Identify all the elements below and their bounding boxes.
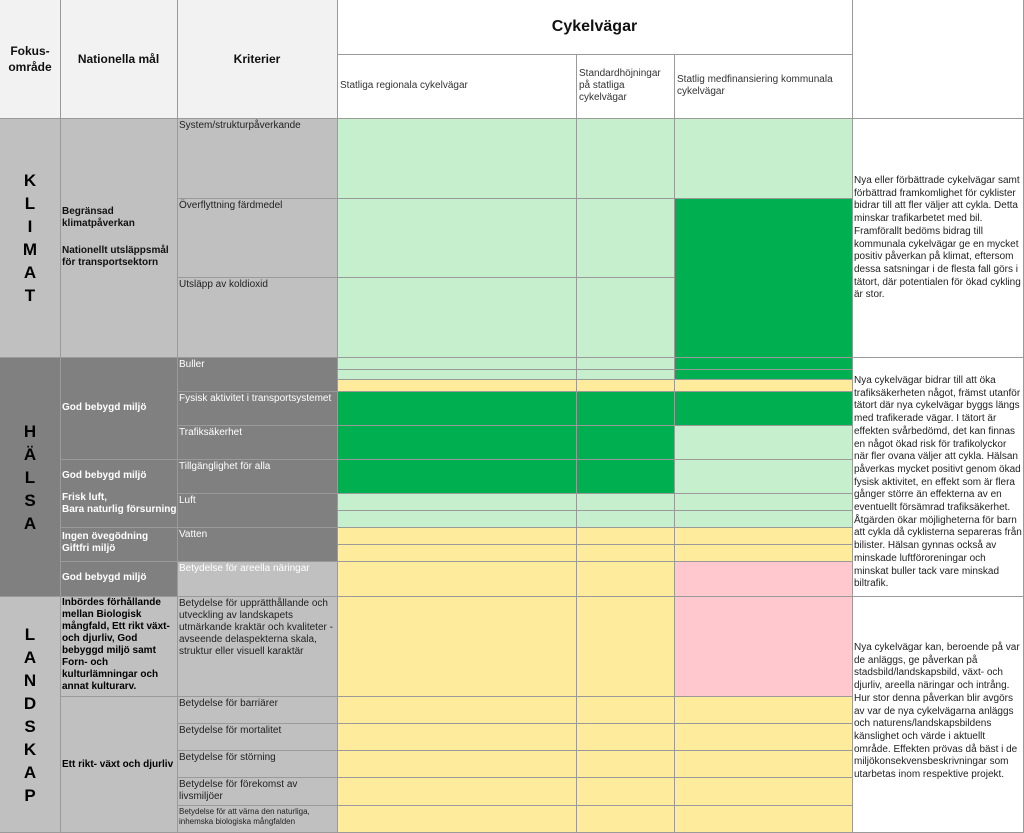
matrix-cell: [674, 459, 852, 493]
column-header-municipal: [674, 54, 852, 118]
matrix-cell: [674, 198, 852, 379]
matrix-cell: [674, 391, 852, 425]
criterion-klimat-2: Överflyttning färdmedel: [179, 200, 283, 211]
matrix-cell: [337, 425, 576, 459]
header-focus-area-label: Fokus-område: [8, 44, 52, 74]
focus-letter: I: [27, 217, 33, 236]
grid-line: [337, 425, 852, 426]
comment-halsa: Nya cykelvägar bidrar till att öka trafiksäkerheten något, främst utanför tätort där nya cykelvägar byggs längs med trafikerade vägar. I tätort är effekten svårbedömd, det kan finnas en något ökad risk för trafikolyckor när fler ovana väljer att cykla. Hälsan påverkas mycket positivt genom ökad fysisk aktivitet, en effekt som är flera gånger större än effekterna av en eventuellt försämrad trafiksäkerhet. Åtgärden ökar möjligheterna för barn att cykla då cyklisterna separeras från bilister. Hälsan gynnas också av minskade luftföroreningar och minskat buller tack vare minskad biltrafik.: [854, 375, 1022, 590]
criterion-landskap-3: Betydelse för mortalitet: [179, 725, 282, 736]
criterion-klimat-1: System/strukturpåverkande: [179, 120, 301, 131]
criterion-halsa-5: Luft: [179, 495, 196, 506]
column-header-standard: [576, 54, 674, 118]
header-national-goals-label: Nationella mål: [77, 52, 160, 66]
focus-letter: A: [23, 513, 37, 533]
matrix-cell: [674, 118, 852, 198]
grid-line: [177, 561, 337, 562]
matrix-cell: [337, 357, 576, 379]
criterion-halsa-7: Betydelse för areella näringar: [179, 563, 310, 574]
grid-line: [337, 459, 852, 460]
grid-line: [576, 54, 577, 833]
focus-letter: L: [24, 194, 36, 213]
column-header-regional: [337, 54, 576, 118]
header-national-goals: [60, 0, 177, 118]
header-criteria: [177, 0, 337, 118]
focus-halsa: [0, 418, 60, 536]
matrix-cell: [674, 696, 852, 833]
grid-line: [0, 596, 1024, 597]
matrix-cell: [337, 561, 576, 596]
grid-line: [177, 696, 852, 697]
comment-landskap: Nya cykelvägar kan, beroende på var de anläggs, ge påverkan på stadsbild/landskapsbild, växt- och djurliv, areella näringar och intrång. Hur stor denna påverkan blir avgörs av var de nya cykelvägarna anläggs och naturens/landskapsbildens känslighet och värde i aktuellt område. Effekten prövas då bäst i de miljökonsekvensbeskrivningar som utarbetas inom respektive projekt.: [854, 642, 1020, 781]
focus-letter: D: [23, 694, 37, 713]
focus-letter: H: [23, 421, 37, 441]
grid-line: [177, 277, 674, 278]
criterion-landskap-5: Betydelse för förekomst av livsmiljöer: [179, 779, 298, 802]
grid-line: [177, 777, 852, 778]
criterion-halsa-1: Buller: [179, 359, 205, 370]
grid-line: [337, 527, 852, 528]
header-group-title-label: Cykelvägar: [551, 18, 638, 35]
grid-line: [337, 493, 852, 494]
criterion-halsa-4: Tillgänglighet för alla: [179, 461, 271, 472]
column-header-municipal-label: Statlig medfinansiering kommunala cykelvägar: [677, 74, 833, 97]
header-criteria-label: Kriterier: [233, 52, 281, 66]
focus-letter: A: [23, 763, 37, 782]
grid-line: [177, 391, 337, 392]
grid-line: [0, 118, 1024, 119]
criterion-landskap-1: Betydelse för upprätthållande och utveckling av landskapets utmärkande kraktär och kvaliteter - avseende delaspekterna skala, struktur eller visuell karaktär: [179, 598, 333, 657]
grid-line: [177, 805, 852, 806]
goal-klimat-2: Nationellt utsläppsmål för transportsektorn: [62, 245, 169, 268]
focus-letter: L: [24, 467, 36, 487]
grid-line: [337, 544, 852, 545]
matrix-cell: [674, 596, 852, 696]
grid-line: [177, 425, 337, 426]
criterion-klimat-3: Utsläpp av koldioxid: [179, 279, 268, 290]
goal-halsa-4: Ingen övegödning Giftfri miljö: [62, 531, 149, 554]
focus-letter: P: [24, 786, 36, 805]
focus-letter: M: [22, 240, 38, 259]
matrix-cell: [337, 379, 576, 391]
grid-line: [337, 391, 852, 392]
grid-line: [60, 527, 177, 528]
goal-klimat-1: Begränsad klimatpåverkan: [62, 206, 135, 229]
matrix-cell: [674, 561, 852, 596]
matrix-cell: [576, 379, 674, 391]
focus-letter: T: [24, 286, 36, 305]
header-group-title: [337, 0, 852, 54]
matrix-cell: [337, 596, 576, 696]
matrix-cell: [576, 596, 674, 696]
header-focus-area: [0, 0, 60, 118]
comment-klimat: Nya eller förbättrade cykelvägar samt förbättrad framkomlighet för cyklister bidrar till att fler väljer att cykla. Detta minskar trafikarbetet med bil. Framförallt bedöms bidrag till kommunala cykelvägar ge en mycket positiv påverkan på klimat, eftersom dessa satsningar i de flesta fall görs i tätort, där potentialen för ökad cykling är stor.: [854, 175, 1021, 301]
criterion-halsa-2: Fysisk aktivitet i transportsystemet: [179, 393, 332, 404]
grid-line: [177, 198, 852, 199]
grid-line: [177, 723, 852, 724]
criterion-halsa-3: Trafiksäkerhet: [179, 427, 242, 438]
matrix-cell: [576, 459, 674, 493]
matrix-cell: [576, 391, 674, 425]
focus-letter: N: [23, 671, 37, 690]
criterion-halsa-6: Vatten: [179, 529, 208, 540]
grid-line: [337, 561, 852, 562]
grid-line: [177, 750, 852, 751]
grid-line: [177, 459, 337, 460]
focus-letter: A: [23, 263, 37, 282]
criterion-landskap-2: Betydelse för barriärer: [179, 698, 278, 709]
goal-halsa-1: God bebygd miljö: [62, 402, 147, 413]
grid-line: [60, 459, 177, 460]
focus-letter: K: [23, 740, 37, 759]
criterion-landskap-4: Betydelse för störning: [179, 752, 276, 763]
matrix-cell: [576, 561, 674, 596]
matrix-cell: [576, 696, 674, 833]
focus-letter: S: [24, 490, 36, 510]
goal-halsa-2: God bebygd miljö: [62, 470, 147, 481]
goal-landskap-2: Ett rikt- växt och djurliv: [62, 759, 174, 770]
matrix-cell: [337, 391, 576, 425]
grid-line: [60, 696, 177, 697]
grid-line: [177, 0, 178, 833]
goal-halsa-3: Frisk luft, Bara naturlig försurning: [62, 492, 177, 515]
goal-landskap-1: Inbördes förhållande mellan Biologisk mångfald, Ett rikt växt- och djurliv, God bebyggd miljö samt Forn- och kulturlämningar och annat kulturarv.: [62, 597, 170, 692]
matrix-cell: [576, 425, 674, 459]
matrix-cell: [674, 379, 852, 391]
matrix-cell: [337, 459, 576, 493]
focus-letter: A: [23, 648, 37, 667]
grid-line: [337, 369, 852, 370]
grid-line: [337, 379, 852, 380]
column-header-regional-label: Statliga regionala cykelvägar: [340, 80, 468, 91]
focus-landskap: [0, 622, 60, 808]
grid-line: [852, 0, 853, 833]
focus-letter: S: [24, 717, 36, 736]
column-header-standard-label: Standardhöjningar på statliga cykelvägar: [579, 68, 661, 103]
grid-line: [60, 0, 61, 833]
grid-line: [674, 54, 675, 833]
matrix-cell: [337, 118, 576, 198]
focus-letter: Ä: [23, 444, 37, 464]
matrix-cell: [674, 425, 852, 459]
matrix-cell: [337, 696, 576, 833]
grid-line: [177, 493, 337, 494]
grid-line: [177, 527, 337, 528]
matrix-cell: [576, 357, 674, 379]
grid-line: [60, 561, 177, 562]
focus-klimat: [0, 168, 60, 308]
focus-letter: K: [23, 171, 37, 190]
grid-line: [337, 510, 852, 511]
grid-line: [337, 0, 338, 833]
matrix-cell: [576, 118, 674, 198]
grid-line: [0, 357, 1024, 358]
focus-letter: L: [24, 625, 36, 644]
grid-line: [337, 54, 852, 55]
criterion-landskap-6: Betydelse för att värna den naturliga, inhemska biologiska mångfalden: [179, 807, 310, 826]
goal-halsa-5: God bebygd miljö: [62, 572, 147, 583]
